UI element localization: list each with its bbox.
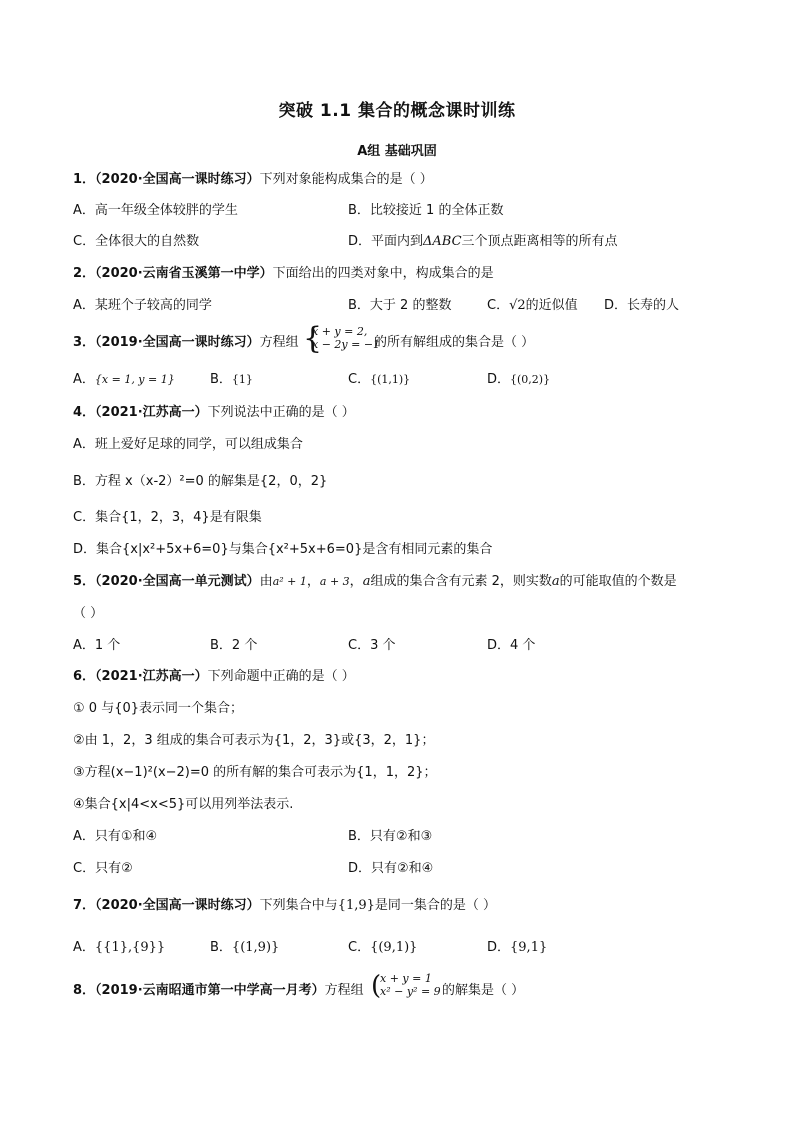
q3-stem-tail: 的所有解组成的集合是（ ） <box>374 335 535 350</box>
question-number: 6． <box>73 669 96 684</box>
q8-stem-tail: 的解集是（ ） <box>442 983 525 998</box>
question-text: 下列对象能构成集合的是（ ） <box>259 172 433 187</box>
q4-option-a: A．班上爱好足球的同学，可以组成集合 <box>73 437 303 452</box>
option-math: {9,1} <box>510 940 548 955</box>
set-expression: {1,9} <box>337 898 375 913</box>
question-number: 7． <box>73 898 96 913</box>
triangle-symbol: ΔABC <box>423 234 462 249</box>
question-number: 4． <box>73 405 96 420</box>
q2-option-b: B．大于 2 的整数 <box>348 298 452 313</box>
option-label: A． <box>73 372 95 387</box>
option-label: D． <box>487 940 511 955</box>
q5-answer-blank: （ ） <box>73 606 104 621</box>
q6-statement-4: ④集合{x|4<x<5}可以用列举法表示. <box>73 797 294 812</box>
q6-statement-1: ① 0 与{0}表示同一个集合； <box>73 701 244 716</box>
question-3-stem <box>73 334 299 352</box>
expression-a-plus-3: a + 3 <box>319 575 350 588</box>
option-text: 的近似值 <box>525 298 578 313</box>
q3-option-a <box>73 371 175 389</box>
equation-2: x² − y² = 9 <box>380 985 441 998</box>
q7-option-a <box>73 939 165 957</box>
equation-1: x + y = 2, <box>312 325 368 338</box>
q7-option-c <box>348 939 417 957</box>
q6-option-b: B．只有②和③ <box>348 829 433 844</box>
option-math: {(9,1)} <box>370 940 418 955</box>
question-text: 的可能取值的个数是 <box>559 574 677 589</box>
question-7-stem <box>73 897 496 915</box>
q6-option-a: A．只有①和④ <box>73 829 158 844</box>
question-number: 1． <box>73 172 96 187</box>
q6-option-d: D．只有②和④ <box>348 861 434 876</box>
q6-option-c: C．只有② <box>73 861 133 876</box>
variable-a: a <box>551 574 560 589</box>
option-label: B． <box>210 372 232 387</box>
question-text: 下面给出的四类对象中，构成集合的是 <box>272 266 494 281</box>
option-math: {(0,2)} <box>510 373 551 386</box>
q4-option-d: D．集合{x|x²+5x+6=0}与集合{x²+5x+6=0}是含有相同元素的集合 <box>73 542 493 557</box>
question-source: （2021·江苏高一） <box>95 405 208 420</box>
q3-option-b <box>210 371 253 389</box>
question-text: 下列说法中正确的是（ ） <box>207 405 355 420</box>
q6-statement-2: ②由 1，2，3 组成的集合可表示为{1，2，3}或{3，2，1}； <box>73 733 435 748</box>
option-math: {(1,9)} <box>231 940 280 955</box>
question-source: （2019·云南昭通市第一中学高一月考） <box>95 983 325 998</box>
option-label: C． <box>487 298 510 313</box>
question-source: （2020·云南省玉溪第一中学） <box>95 266 273 281</box>
q7-option-d <box>487 939 547 957</box>
question-text: 下列命题中正确的是（ ） <box>207 669 355 684</box>
q6-statement-3: ③方程(x−1)²(x−2)=0 的所有解的集合可表示为{1，1，2}； <box>73 765 437 780</box>
question-source: （2020·全国高一单元测试） <box>95 574 260 589</box>
option-label: C． <box>348 372 371 387</box>
question-1-stem <box>73 171 433 189</box>
q3-equation-system: { x + y = 2, x − 2y = −1 <box>303 321 381 356</box>
question-source: （2020·全国高一课时练习） <box>95 172 260 187</box>
q1-option-c: C．全体很大的自然数 <box>73 234 200 249</box>
question-4-stem <box>73 404 355 422</box>
question-5-stem <box>73 573 677 591</box>
equation-1: x + y = 1 <box>380 972 432 985</box>
question-source: （2019·全国高一课时练习） <box>95 335 260 350</box>
question-source: （2021·江苏高一） <box>95 669 208 684</box>
equation-2: x − 2y = −1 <box>312 338 381 351</box>
q5-option-d: D．4 个 <box>487 638 536 653</box>
question-8-stem <box>73 982 364 1000</box>
section-heading: A组 基础巩固 <box>357 144 437 159</box>
q2-option-c <box>487 297 578 315</box>
q2-option-d: D．长寿的人 <box>604 298 680 313</box>
option-label: B． <box>210 940 232 955</box>
option-math: {1} <box>231 373 253 386</box>
q3-option-d <box>487 371 550 389</box>
page-title: 突破 1.1 集合的概念课时训练 <box>278 101 516 121</box>
question-text: 是同一集合的是（ ） <box>374 898 497 913</box>
option-math: {{1},{9}} <box>94 940 166 955</box>
variable-a: a <box>362 574 371 589</box>
question-number: 3． <box>73 335 96 350</box>
expression-a-squared-plus-1: a² + 1 <box>272 575 307 588</box>
question-text: 方程组 <box>324 983 364 998</box>
separator: ， <box>306 574 320 589</box>
separator: ， <box>349 574 363 589</box>
q7-option-b <box>210 939 279 957</box>
q1-option-a: A．高一年级全体较胖的学生 <box>73 203 238 218</box>
q5-option-c: C．3 个 <box>348 638 396 653</box>
q1-option-b: B．比较接近 1 的全体正数 <box>348 203 504 218</box>
question-source: （2020·全国高一课时练习） <box>95 898 260 913</box>
q8-equation-system: ( x + y = 1 x² − y² = 9 <box>371 971 441 1001</box>
question-2-stem <box>73 265 494 283</box>
question-text: 下列集合中与 <box>259 898 338 913</box>
option-label: A． <box>73 940 95 955</box>
option-math: {(1,1)} <box>370 373 411 386</box>
q4-option-c: C．集合{1，2，3，4}是有限集 <box>73 510 262 525</box>
question-6-stem <box>73 668 355 686</box>
option-label: C． <box>348 940 371 955</box>
option-text: D．平面内到 <box>348 234 424 249</box>
question-text: 组成的集合含有元素 2，则实数 <box>370 574 552 589</box>
question-text: 方程组 <box>259 335 299 350</box>
question-number: 2． <box>73 266 96 281</box>
sqrt-expression: √2 <box>509 298 526 313</box>
option-label: D． <box>487 372 511 387</box>
q5-option-b: B．2 个 <box>210 638 258 653</box>
question-number: 8． <box>73 983 96 998</box>
q1-option-d <box>348 233 618 251</box>
option-math: {x = 1, y = 1} <box>94 373 175 386</box>
option-text: 三个顶点距离相等的所有点 <box>461 234 618 249</box>
question-number: 5． <box>73 574 96 589</box>
q2-option-a: A．某班个子较高的同学 <box>73 298 212 313</box>
q4-option-b: B．方程 x（x-2）²=0 的解集是{2，0，2} <box>73 474 328 489</box>
q3-option-c <box>348 371 410 389</box>
question-text: 由 <box>259 574 273 589</box>
q5-option-a: A．1 个 <box>73 638 121 653</box>
